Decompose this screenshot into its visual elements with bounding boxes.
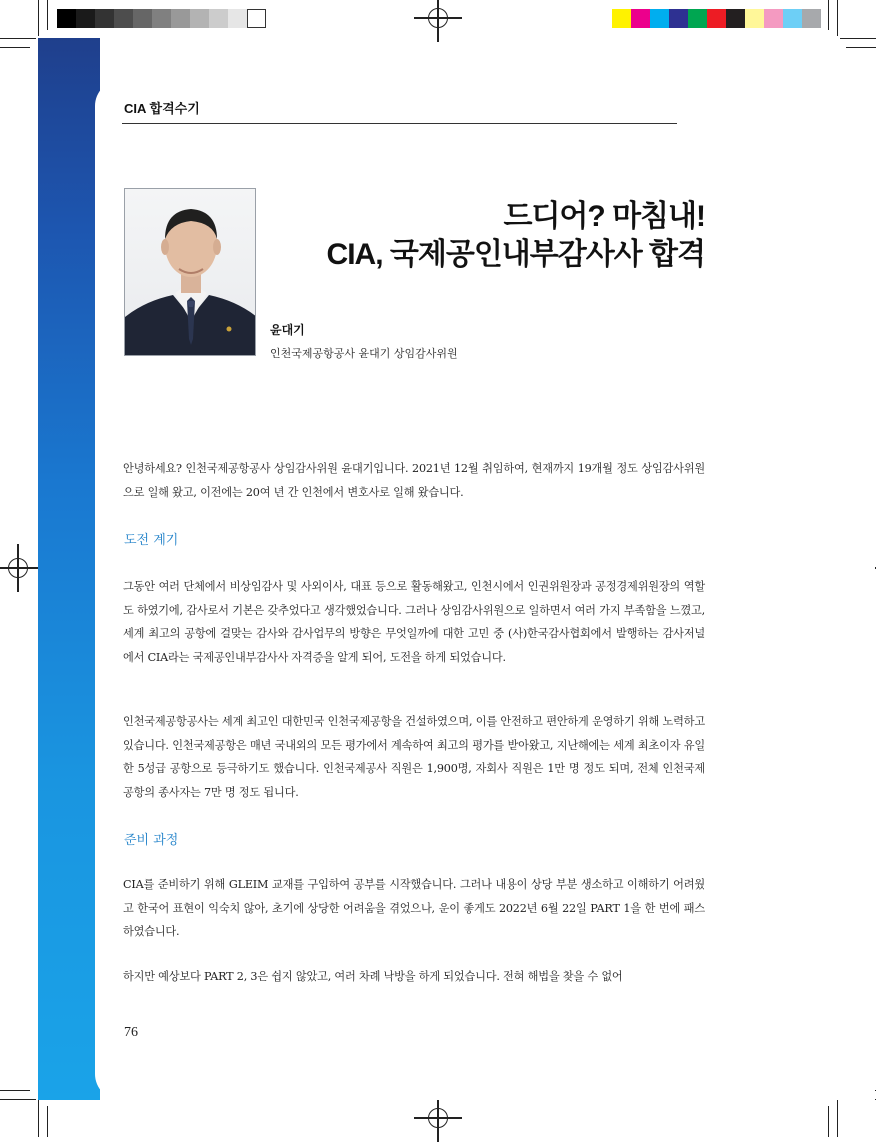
color-swatch	[707, 9, 726, 28]
color-swatch	[688, 9, 707, 28]
color-swatch	[669, 9, 688, 28]
heading-preparation: 준비 과정	[124, 833, 179, 848]
gray-swatch	[171, 9, 190, 28]
gray-swatch	[190, 9, 209, 28]
paragraph-preparation-1: CIA를 준비하기 위해 GLEIM 교재를 구입하여 공부를 시작했습니다. 그러나 내용이 상당 부분 생소하고 이해하기 어려웠고 한국어 표현이 익숙치 않아, 초기에 상당한 어려움을 겪었으나, 운이 좋게도 2022년 6월 22일 PART 1을 한 번에 패스하였습니다.	[123, 878, 705, 938]
paragraph-preparation-2: 하지만 예상보다 PART 2, 3은 쉽지 않았고, 여러 차례 낙방을 하게 되었습니다. 전혀 해법을 찾을 수 없어	[123, 970, 623, 983]
blue-side-band	[38, 38, 100, 1100]
article-title-line-1: 드디어? 마침내!	[503, 200, 705, 233]
gray-swatch	[247, 9, 266, 28]
color-swatch	[764, 9, 783, 28]
gray-swatch	[152, 9, 171, 28]
registration-mark-left	[6, 556, 30, 580]
gray-swatch	[76, 9, 95, 28]
article-title-line-2: CIA, 국제공인내부감사사 합격	[326, 238, 705, 271]
heading-motivation: 도전 계기	[124, 533, 179, 548]
page-number: 76	[124, 1025, 138, 1040]
gray-swatch	[133, 9, 152, 28]
gray-swatch	[114, 9, 133, 28]
section-label: CIA 합격수기	[124, 101, 200, 116]
header-rule	[122, 123, 677, 124]
registration-mark-top	[426, 6, 450, 30]
color-swatch	[783, 9, 802, 28]
color-swatch	[612, 9, 631, 28]
author-role: 인천국제공항공사 윤대기 상임감사위원	[270, 347, 458, 360]
author-name: 윤대기	[270, 323, 305, 337]
gray-swatch	[228, 9, 247, 28]
color-swatch	[745, 9, 764, 28]
gray-swatch	[95, 9, 114, 28]
color-swatch	[650, 9, 669, 28]
author-photo	[124, 188, 256, 356]
author-portrait-illustration	[125, 189, 256, 356]
color-swatch	[631, 9, 650, 28]
color-swatch-bar	[612, 9, 821, 28]
registration-mark-bottom	[426, 1106, 450, 1130]
paragraph-motivation-1: 그동안 여러 단체에서 비상임감사 및 사외이사, 대표 등으로 활동해왔고, 인천시에서 인권위원장과 공정경제위원장의 역할도 하였기에, 감사로서 기본은 갖추었다고 생각했었습니다. 그러나 상임감사위원으로 일하면서 여러 가지 부족함을 느꼈고, 세계 최고의 공항에 걸맞는 감사와 감사업무의 방향은 무엇일까에 대한 고민 중 (사)한국감사협회에서 발행하는 감사저널에서 CIA라는 국제공인내부감사사 자격증을 알게 되어, 도전을 하게 되었습니다.	[123, 580, 705, 664]
color-swatch	[726, 9, 745, 28]
gray-swatch	[57, 9, 76, 28]
paragraph-motivation-2: 인천국제공항공사는 세계 최고인 대한민국 인천국제공항을 건설하였으며, 이를 안전하고 편안하게 운영하기 위해 노력하고 있습니다. 인천국제공항은 매년 국내외의 모든 평가에서 계속하여 최고의 평가를 받아왔고, 지난해에는 세계 최초이자 유일한 5성급 공항으로 등극하기도 했습니다. 인천국제공사 직원은 1,900명, 자회사 직원은 1만 명 정도 되며, 전체 인천국제공항의 종사자는 7만 명 정도 됩니다.	[123, 715, 705, 799]
grayscale-swatch-bar	[57, 9, 266, 28]
gray-swatch	[209, 9, 228, 28]
color-swatch	[802, 9, 821, 28]
intro-paragraph: 안녕하세요? 인천국제공항공사 상임감사위원 윤대기입니다. 2021년 12월 취임하여, 현재까지 19개월 정도 상임감사위원으로 일해 왔고, 이전에는 20여 년 간 인천에서 변호사로 일해 왔습니다.	[123, 462, 705, 499]
